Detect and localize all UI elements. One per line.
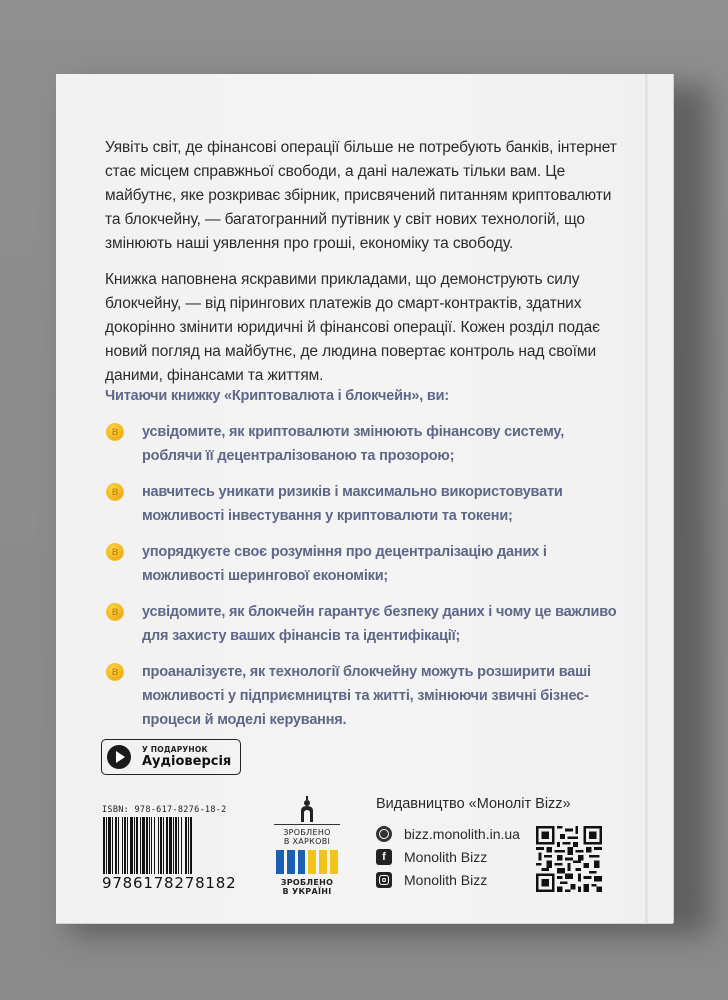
benefits-lead: Читаючи книжку «Криптовалюта і блокчейн», ви: xyxy=(105,388,449,404)
instagram-icon xyxy=(376,872,392,888)
audio-badge-title: Аудіоверсія xyxy=(142,754,232,769)
benefit-item xyxy=(105,600,625,648)
benefit-text: усвідомите, як блокчейн гарантує безпеку даних і чому це важливо для захисту ваших фінансів та ідентифікації; xyxy=(142,604,617,644)
audiobook-gift-badge xyxy=(101,739,241,775)
contact-website[interactable] xyxy=(376,822,520,845)
audio-badge-small: У ПОДАРУНОК xyxy=(142,745,208,754)
benefit-text: проаналізуєте, як технології блокчейну можуть розширити ваші можливості у підприємництві та житті, змінюючи звичні бізнес-процеси й моделі керування. xyxy=(142,664,591,728)
globe-icon xyxy=(376,826,392,842)
description xyxy=(105,136,625,400)
qr-code[interactable] xyxy=(536,826,602,892)
benefit-text: навчитесь уникати ризиків і максимально використовувати можливості інвестування у криптовалюти та токени; xyxy=(142,484,563,524)
contact-website-text[interactable]: bizz.monolith.in.ua xyxy=(404,825,520,842)
made-in-ukraine-line2: В УКРАЇНІ xyxy=(282,887,332,896)
contact-facebook[interactable] xyxy=(376,845,520,868)
benefit-item xyxy=(105,480,625,528)
bitcoin-coin-icon: B xyxy=(107,544,123,560)
barcode xyxy=(103,817,231,880)
ukraine-flag-bars-icon xyxy=(276,850,338,874)
description-paragraph-1: Уявіть світ, де фінансові операції більше не потребують банків, інтернет стає місцем справжньої свободи, а дані належать тільки вам. Це майбутнє, яке розкриває збірник, присвячений питанням криптовалюти та блокчейну, — багатогранний путівник у світ нових технологій, що змінюють наші уявлення про гроші, економіку та свободу. xyxy=(105,139,617,252)
isbn-label: ISBN: 978-617-8276-18-2 xyxy=(102,805,227,815)
contact-facebook-text[interactable]: Monolith Bizz xyxy=(404,848,488,865)
bitcoin-coin-icon: B xyxy=(107,484,123,500)
play-icon xyxy=(107,745,131,769)
spine-fold xyxy=(645,74,648,923)
made-in-kharkiv-logo xyxy=(274,796,340,846)
publisher-name: Видавництво «Моноліт Bizz» xyxy=(376,796,571,812)
made-in-kharkiv-line1: ЗРОБЛЕНО xyxy=(283,828,331,837)
made-in-ukraine-line1: ЗРОБЛЕНО xyxy=(280,878,334,887)
bitcoin-coin-icon: B xyxy=(107,664,123,680)
benefit-text: усвідомите, як криптовалюти змінюють фінансову систему, роблячи її децентралізованою та прозорою; xyxy=(142,424,565,464)
benefit-item xyxy=(105,660,625,732)
contact-instagram-text[interactable]: Monolith Bizz xyxy=(404,871,488,888)
barcode-digits: 9786178278182 xyxy=(102,874,237,892)
contact-instagram[interactable] xyxy=(376,868,520,891)
publisher-contacts xyxy=(376,822,520,891)
description-paragraph-2: Книжка наповнена яскравими прикладами, що демонструють силу блокчейну, — від пірингових платежів до смарт-контрактів, здатних докорінно змінити юридичні й фінансові операції. Кожен розділ подає новий погляд на майбутнє, де людина повертає контроль над своїми даними, фінансами та життям. xyxy=(105,271,600,384)
facebook-icon: f xyxy=(376,849,392,865)
benefit-item xyxy=(105,420,625,468)
made-in-ukraine-logo xyxy=(276,850,338,896)
benefit-text: упорядкуєте своє розуміння про децентралізацію даних і можливості шерингової економіки; xyxy=(142,544,547,584)
book-back-cover xyxy=(56,74,673,923)
benefit-item xyxy=(105,540,625,588)
benefits-list xyxy=(105,420,625,744)
kharkiv-tower-icon xyxy=(297,796,317,822)
made-in-kharkiv-line2: В ХАРКОВІ xyxy=(283,837,331,846)
bitcoin-coin-icon: B xyxy=(107,604,123,620)
bitcoin-coin-icon: B xyxy=(107,424,123,440)
